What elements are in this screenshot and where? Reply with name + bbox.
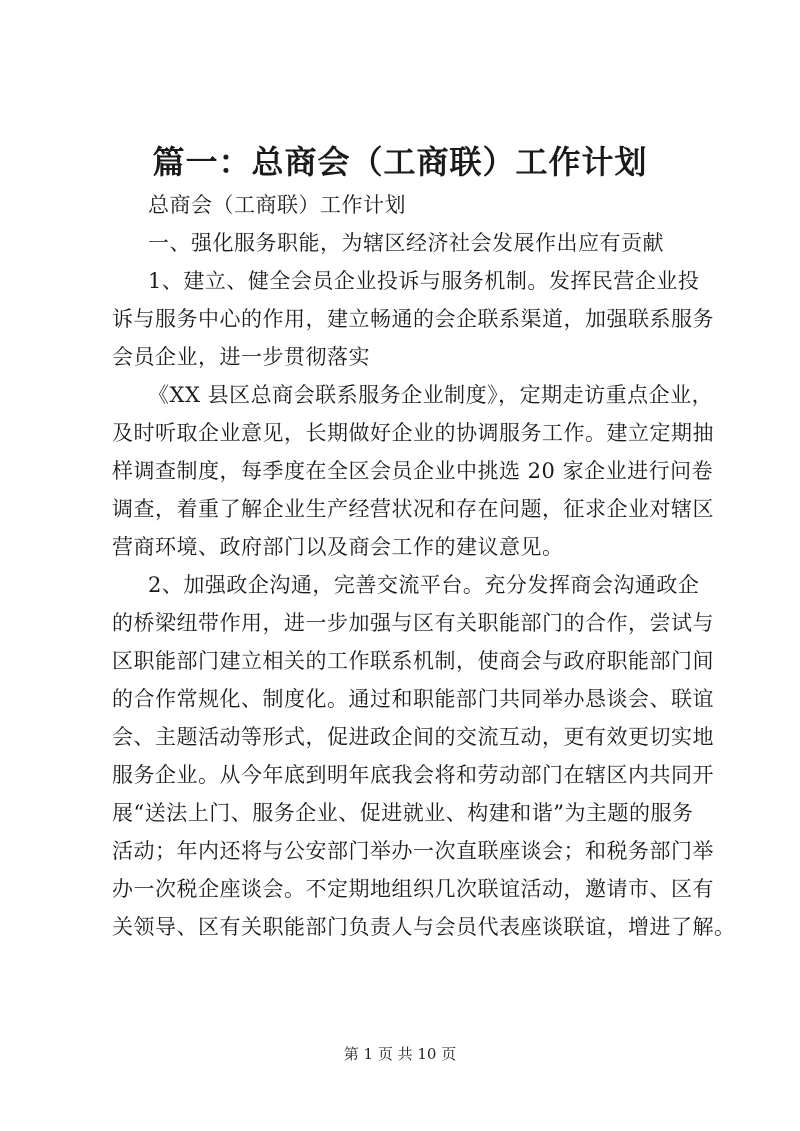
paragraph-line: 办一次税企座谈会。不定期地组织几次联谊活动，邀请市、区有 [112, 877, 714, 901]
paragraph-line: 1、建立、健全会员企业投诉与服务机制。发挥民营企业投 [148, 269, 700, 293]
paragraph-line: 会员企业，进一步贯彻落实 [112, 345, 370, 369]
paragraph-line: 营商环境、政府部门以及商会工作的建议意见。 [112, 535, 564, 559]
paragraph-line: 总商会（工商联）工作计划 [148, 193, 406, 217]
paragraph-line: 及时听取企业意见，长期做好企业的协调服务工作。建立定期抽 [112, 421, 714, 445]
paragraph-line: 区职能部门建立相关的工作联系机制，使商会与政府职能部门间 [112, 649, 714, 673]
paragraph-line: 展“送法上门、服务企业、促进就业、构建和谐”为主题的服务 [112, 801, 694, 825]
paragraph-line: 服务企业。从今年底到明年底我会将和劳动部门在辖区内共同开 [112, 763, 714, 787]
paragraph-line: 诉与服务中心的作用，建立畅通的会企联系渠道，加强联系服务 [112, 307, 714, 331]
paragraph-line: 2、加强政企沟通，完善交流平台。充分发挥商会沟通政企 [148, 573, 700, 597]
page-footer: 第 1 页 共 10 页 [343, 1045, 457, 1063]
paragraph-line: 样调查制度，每季度在全区会员企业中挑选 20 家企业进行问卷 [112, 459, 714, 483]
paragraph-line: 《XX 县区总商会联系服务企业制度》，定期走访重点企业， [148, 383, 714, 407]
paragraph-line: 调查，着重了解企业生产经营状况和存在问题，征求企业对辖区 [112, 497, 714, 521]
document-body [112, 186, 736, 946]
paragraph-line: 的合作常规化、制度化。通过和职能部门共同举办恳谈会、联谊 [112, 687, 714, 711]
paragraph-line: 一、强化服务职能，为辖区经济社会发展作出应有贡献 [148, 231, 664, 255]
document-title: 篇一：总商会（工商联）工作计划 [152, 143, 648, 181]
paragraph-line: 会、主题活动等形式，促进政企间的交流互动，更有效更切实地 [112, 725, 714, 749]
paragraph-line: 活动；年内还将与公安部门举办一次直联座谈会；和税务部门举 [112, 839, 714, 863]
paragraph-line: 的桥梁纽带作用，进一步加强与区有关职能部门的合作，尝试与 [112, 611, 714, 635]
paragraph-line: 关领导、区有关职能部门负责人与会员代表座谈联谊，增进了解。 [112, 915, 736, 939]
